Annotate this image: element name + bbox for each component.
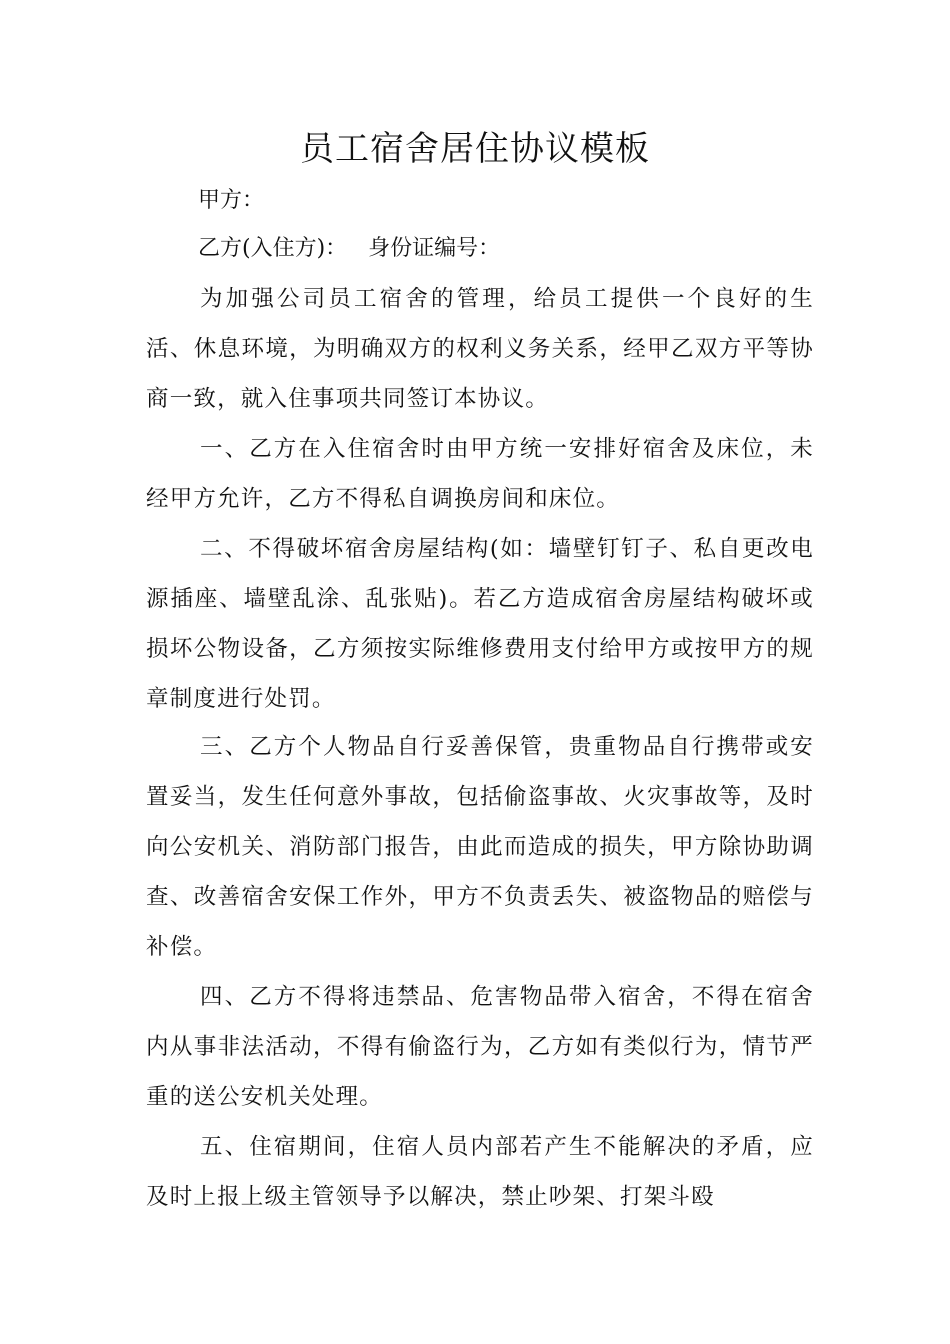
clause-5-paragraph: 五、住宿期间，住宿人员内部若产生不能解决的矛盾，应及时上报上级主管领导予以解决，禁止吵架、打架斗殴: [146, 1134, 814, 1210]
document-title: 员工宿舍居住协议模板: [300, 129, 650, 169]
clause-3-paragraph: 三、乙方个人物品自行妥善保管，贵重物品自行携带或安置妥当，发生任何意外事故，包括偷盗事故、火灾事故等，及时向公安机关、消防部门报告，由此而造成的损失，甲方除协助调查、改善宿舍安保工作外，甲方不负责丢失、被盗物品的赔偿与补偿。: [146, 734, 814, 960]
party-b-line: 乙方(入住方)： 身份证编号：: [198, 236, 501, 261]
clause-4-paragraph: 四、乙方不得将违禁品、危害物品带入宿舍，不得在宿舍内从事非法活动，不得有偷盗行为，乙方如有类似行为，情节严重的送公安机关处理。: [146, 984, 814, 1110]
party-a-line: 甲方：: [198, 188, 265, 213]
clause-1-paragraph: 一、乙方在入住宿舍时由甲方统一安排好宿舍及床位，未经甲方允许，乙方不得私自调换房间和床位。: [146, 436, 814, 512]
intro-paragraph: 为加强公司员工宿舍的管理，给员工提供一个良好的生活、休息环境，为明确双方的权利义务关系，经甲乙双方平等协商一致，就入住事项共同签订本协议。: [146, 286, 814, 412]
clause-2-paragraph: 二、不得破坏宿舍房屋结构(如：墙壁钉钉子、私自更改电源插座、墙壁乱涂、乱张贴)。若乙方造成宿舍房屋结构破坏或损坏公物设备，乙方须按实际维修费用支付给甲方或按甲方的规章制度进行处罚。: [146, 536, 814, 712]
